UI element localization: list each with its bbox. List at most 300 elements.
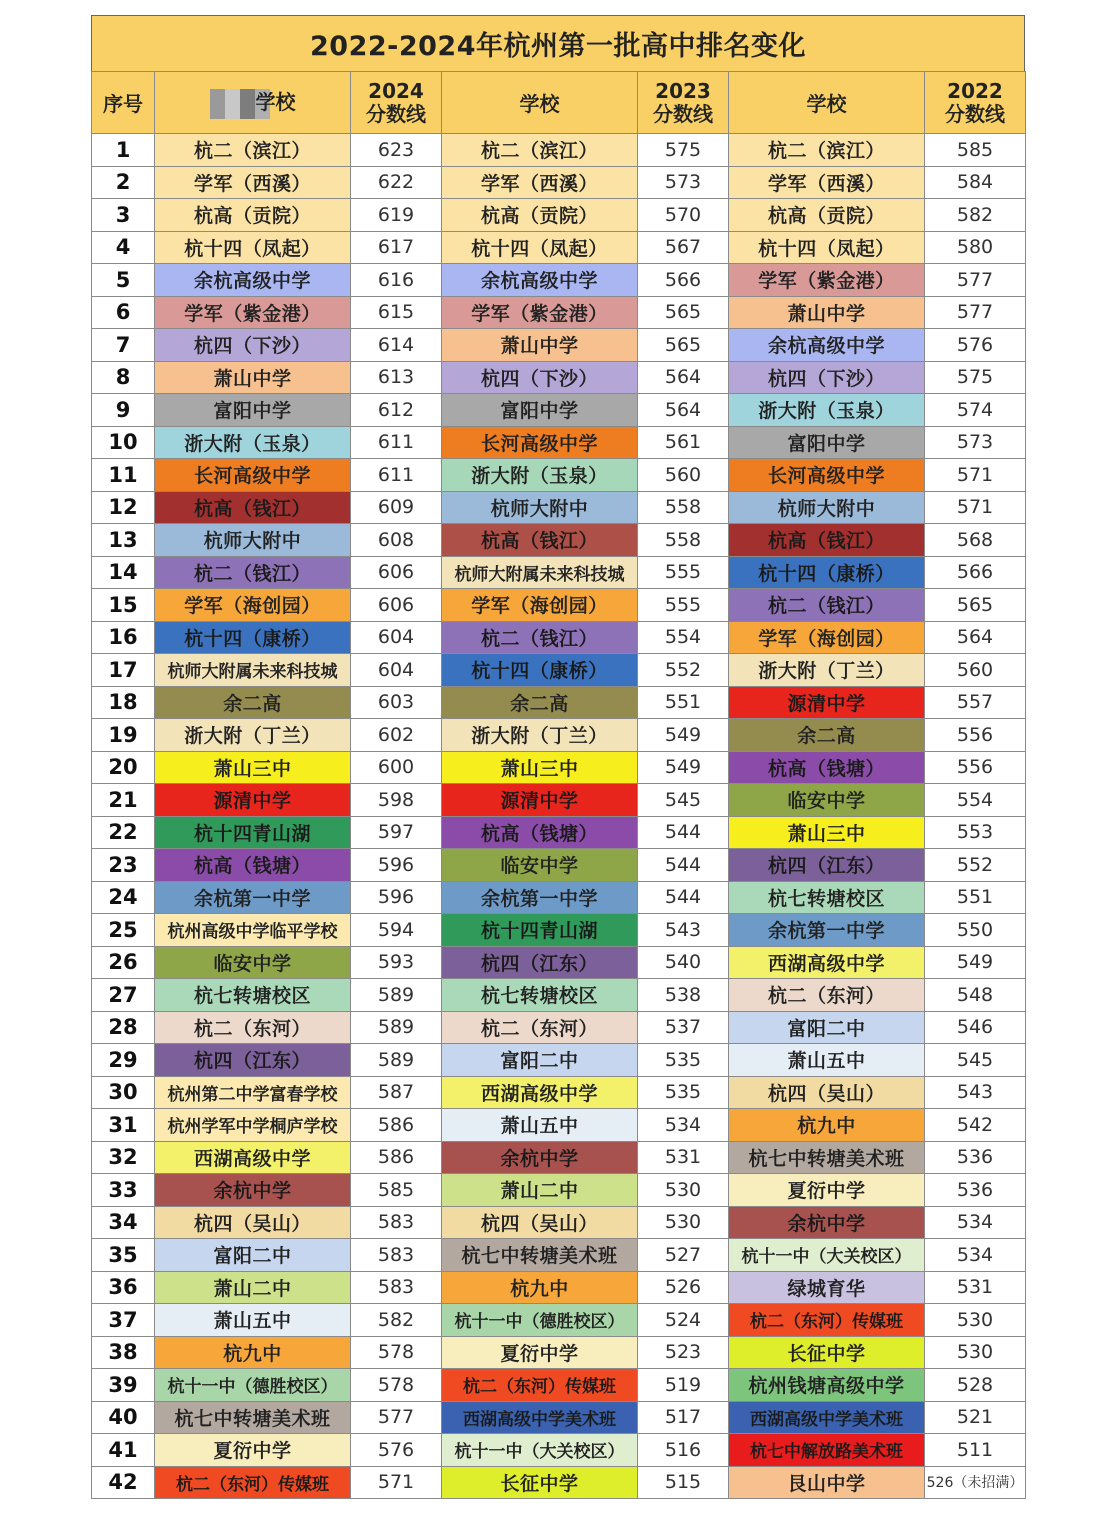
table-row [92, 1141, 1026, 1174]
table-row [92, 946, 1026, 979]
rank-cell: 7 [92, 329, 155, 362]
score-2022-cell: 584 [925, 166, 1026, 199]
header-year-2024: 2024 [368, 78, 424, 103]
score-2022-cell: 543 [925, 1076, 1026, 1109]
score-2022-cell: 557 [925, 686, 1026, 719]
score-2022-cell: 536 [925, 1174, 1026, 1207]
rank-cell: 29 [92, 1044, 155, 1077]
table-row [92, 1271, 1026, 1304]
school-2024-cell: 杭二（滨江） [155, 134, 351, 167]
rank-cell: 39 [92, 1369, 155, 1402]
school-2023-cell: 杭师大附中 [442, 491, 638, 524]
score-2024-cell: 582 [351, 1304, 442, 1337]
score-2023-cell: 535 [638, 1044, 729, 1077]
score-2022-cell: 585 [925, 134, 1026, 167]
header-score-2024 [351, 72, 442, 134]
rank-cell: 36 [92, 1271, 155, 1304]
school-2022-cell: 杭高（钱塘） [729, 751, 925, 784]
school-2022-cell: 杭十四（凤起） [729, 231, 925, 264]
rank-cell: 25 [92, 914, 155, 947]
table-row [92, 1369, 1026, 1402]
score-2023-cell: 535 [638, 1076, 729, 1109]
table-row [92, 524, 1026, 557]
rank-cell: 34 [92, 1206, 155, 1239]
score-2024-cell: 585 [351, 1174, 442, 1207]
rank-cell: 13 [92, 524, 155, 557]
score-2022-cell: 549 [925, 946, 1026, 979]
school-2023-cell: 萧山二中 [442, 1174, 638, 1207]
score-2023-cell: 531 [638, 1141, 729, 1174]
score-2024-cell: 583 [351, 1271, 442, 1304]
rank-cell: 27 [92, 979, 155, 1012]
rank-cell: 18 [92, 686, 155, 719]
score-2022-cell: 550 [925, 914, 1026, 947]
score-2024-cell: 589 [351, 1011, 442, 1044]
ranking-sheet [91, 15, 1025, 1499]
score-2024-cell: 600 [351, 751, 442, 784]
score-2024-cell: 613 [351, 361, 442, 394]
score-2023-cell: 538 [638, 979, 729, 1012]
school-2022-cell: 浙大附（玉泉） [729, 394, 925, 427]
rank-cell: 31 [92, 1109, 155, 1142]
score-2023-cell: 570 [638, 199, 729, 232]
school-2022-cell: 杭二（钱江） [729, 589, 925, 622]
rank-cell: 42 [92, 1466, 155, 1499]
rank-cell: 5 [92, 264, 155, 297]
school-2024-cell: 杭州高级中学临平学校 [155, 914, 351, 947]
rank-cell: 30 [92, 1076, 155, 1109]
score-2024-cell: 583 [351, 1239, 442, 1272]
score-2023-cell: 523 [638, 1336, 729, 1369]
rank-cell: 1 [92, 134, 155, 167]
school-2023-cell: 杭十一中（大关校区） [442, 1434, 638, 1467]
school-2023-cell: 西湖高级中学 [442, 1076, 638, 1109]
rank-cell: 10 [92, 426, 155, 459]
school-2022-cell: 长征中学 [729, 1336, 925, 1369]
rank-cell: 8 [92, 361, 155, 394]
school-2024-cell: 杭四（下沙） [155, 329, 351, 362]
score-2022-cell: 545 [925, 1044, 1026, 1077]
score-2023-cell: 561 [638, 426, 729, 459]
school-2023-cell: 余二高 [442, 686, 638, 719]
table-row [92, 1336, 1026, 1369]
school-2022-cell: 杭七转塘校区 [729, 881, 925, 914]
score-2023-cell: 534 [638, 1109, 729, 1142]
rank-cell: 9 [92, 394, 155, 427]
score-2024-cell: 594 [351, 914, 442, 947]
rank-cell: 12 [92, 491, 155, 524]
table-row [92, 1174, 1026, 1207]
rank-cell: 35 [92, 1239, 155, 1272]
header-score-2022 [925, 72, 1026, 134]
table-row [92, 1109, 1026, 1142]
score-2022-cell: 546 [925, 1011, 1026, 1044]
header-score-label-2023: 分数线 [653, 101, 713, 126]
score-2024-cell: 593 [351, 946, 442, 979]
school-2024-cell: 杭十四青山湖 [155, 816, 351, 849]
school-2024-cell: 杭二（钱江） [155, 556, 351, 589]
table-row [92, 589, 1026, 622]
rank-cell: 19 [92, 719, 155, 752]
table-row [92, 1239, 1026, 1272]
school-2023-cell: 临安中学 [442, 849, 638, 882]
rank-cell: 37 [92, 1304, 155, 1337]
school-2022-cell: 西湖高级中学 [729, 946, 925, 979]
school-2024-cell: 学军（海创园） [155, 589, 351, 622]
school-2022-cell: 杭九中 [729, 1109, 925, 1142]
score-2024-cell: 589 [351, 1044, 442, 1077]
school-2023-cell: 学军（紫金港） [442, 296, 638, 329]
score-2024-cell: 611 [351, 426, 442, 459]
score-2024-cell: 583 [351, 1206, 442, 1239]
score-2024-cell: 576 [351, 1434, 442, 1467]
school-2022-cell: 源清中学 [729, 686, 925, 719]
score-2023-cell: 558 [638, 524, 729, 557]
score-2023-cell: 551 [638, 686, 729, 719]
school-2022-cell: 夏衍中学 [729, 1174, 925, 1207]
rank-cell: 6 [92, 296, 155, 329]
school-2024-cell: 萧山二中 [155, 1271, 351, 1304]
school-2022-cell: 艮山中学 [729, 1466, 925, 1499]
score-2022-cell: 568 [925, 524, 1026, 557]
table-row [92, 654, 1026, 687]
table-row [92, 784, 1026, 817]
score-2023-cell: 537 [638, 1011, 729, 1044]
school-2024-cell: 杭师大附属未来科技城 [155, 654, 351, 687]
score-2023-cell: 549 [638, 751, 729, 784]
table-row [92, 719, 1026, 752]
score-2022-cell: 531 [925, 1271, 1026, 1304]
school-2023-cell: 萧山三中 [442, 751, 638, 784]
school-2022-cell: 杭七中解放路美术班 [729, 1434, 925, 1467]
school-2023-cell: 杭四（下沙） [442, 361, 638, 394]
score-2023-cell: 566 [638, 264, 729, 297]
school-2023-cell: 杭四（吴山） [442, 1206, 638, 1239]
school-2024-cell: 萧山五中 [155, 1304, 351, 1337]
school-2022-cell: 萧山五中 [729, 1044, 925, 1077]
rank-cell: 40 [92, 1401, 155, 1434]
rank-cell: 2 [92, 166, 155, 199]
score-2022-cell: 573 [925, 426, 1026, 459]
table-row [92, 1076, 1026, 1109]
score-2022-cell: 552 [925, 849, 1026, 882]
school-2024-cell: 杭州学军中学桐庐学校 [155, 1109, 351, 1142]
table-row [92, 231, 1026, 264]
school-2024-cell: 学军（紫金港） [155, 296, 351, 329]
rank-cell: 15 [92, 589, 155, 622]
rank-cell: 21 [92, 784, 155, 817]
school-2023-cell: 杭九中 [442, 1271, 638, 1304]
score-2023-cell: 517 [638, 1401, 729, 1434]
score-2023-cell: 552 [638, 654, 729, 687]
score-2023-cell: 516 [638, 1434, 729, 1467]
score-2023-cell: 558 [638, 491, 729, 524]
rank-cell: 41 [92, 1434, 155, 1467]
table-row [92, 394, 1026, 427]
score-2022-cell: 551 [925, 881, 1026, 914]
score-2023-cell: 527 [638, 1239, 729, 1272]
score-2022-cell: 560 [925, 654, 1026, 687]
table-row [92, 459, 1026, 492]
table-row [92, 296, 1026, 329]
score-2022-cell: 564 [925, 621, 1026, 654]
school-2023-cell: 西湖高级中学美术班 [442, 1401, 638, 1434]
score-2024-cell: 586 [351, 1141, 442, 1174]
score-2022-cell: 530 [925, 1336, 1026, 1369]
score-2023-cell: 530 [638, 1174, 729, 1207]
school-2024-cell: 杭七转塘校区 [155, 979, 351, 1012]
school-2024-cell: 学军（西溪） [155, 166, 351, 199]
school-2022-cell: 富阳中学 [729, 426, 925, 459]
score-2024-cell: 602 [351, 719, 442, 752]
score-2022-cell: 530 [925, 1304, 1026, 1337]
school-2023-cell: 富阳二中 [442, 1044, 638, 1077]
score-2022-cell: 574 [925, 394, 1026, 427]
table-body [92, 134, 1026, 1499]
ranking-table [91, 71, 1026, 1499]
table-row [92, 849, 1026, 882]
table-row [92, 881, 1026, 914]
school-2022-cell: 西湖高级中学美术班 [729, 1401, 925, 1434]
rank-cell: 23 [92, 849, 155, 882]
score-2022-cell: 526（未招满） [925, 1466, 1026, 1499]
rank-cell: 22 [92, 816, 155, 849]
school-2023-cell: 学军（海创园） [442, 589, 638, 622]
score-2023-cell: 554 [638, 621, 729, 654]
score-2022-cell: 582 [925, 199, 1026, 232]
header-school-2024-label: 学校 [255, 90, 296, 115]
score-2024-cell: 604 [351, 654, 442, 687]
school-2023-cell: 学军（西溪） [442, 166, 638, 199]
score-2022-cell: 580 [925, 231, 1026, 264]
header-school-2023: 学校 [442, 72, 638, 134]
score-2022-cell: 511 [925, 1434, 1026, 1467]
school-2024-cell: 杭十一中（德胜校区） [155, 1369, 351, 1402]
score-2023-cell: 519 [638, 1369, 729, 1402]
score-2024-cell: 587 [351, 1076, 442, 1109]
table-row [92, 329, 1026, 362]
header-row [92, 72, 1026, 134]
school-2022-cell: 杭师大附中 [729, 491, 925, 524]
school-2023-cell: 杭七中转塘美术班 [442, 1239, 638, 1272]
score-2023-cell: 526 [638, 1271, 729, 1304]
header-school-2022: 学校 [729, 72, 925, 134]
school-2024-cell: 杭十四（凤起） [155, 231, 351, 264]
school-2024-cell: 浙大附（丁兰） [155, 719, 351, 752]
score-2024-cell: 571 [351, 1466, 442, 1499]
school-2022-cell: 长河高级中学 [729, 459, 925, 492]
table-row [92, 914, 1026, 947]
score-2023-cell: 573 [638, 166, 729, 199]
score-2023-cell: 564 [638, 394, 729, 427]
school-2023-cell: 萧山中学 [442, 329, 638, 362]
rank-cell: 17 [92, 654, 155, 687]
school-2023-cell: 杭高（钱塘） [442, 816, 638, 849]
score-2022-cell: 534 [925, 1206, 1026, 1239]
table-row [92, 1011, 1026, 1044]
school-2023-cell: 余杭第一中学 [442, 881, 638, 914]
school-2024-cell: 杭二（东河）传媒班 [155, 1466, 351, 1499]
school-2024-cell: 萧山三中 [155, 751, 351, 784]
score-2023-cell: 545 [638, 784, 729, 817]
school-2023-cell: 余杭高级中学 [442, 264, 638, 297]
score-2023-cell: 524 [638, 1304, 729, 1337]
school-2023-cell: 源清中学 [442, 784, 638, 817]
rank-cell: 38 [92, 1336, 155, 1369]
score-2022-cell: 566 [925, 556, 1026, 589]
rank-cell: 33 [92, 1174, 155, 1207]
score-2022-cell: 528 [925, 1369, 1026, 1402]
table-row [92, 979, 1026, 1012]
school-2023-cell: 杭十四（凤起） [442, 231, 638, 264]
school-2024-cell: 夏衍中学 [155, 1434, 351, 1467]
table-row [92, 199, 1026, 232]
table-row [92, 264, 1026, 297]
score-2023-cell: 544 [638, 816, 729, 849]
school-2023-cell: 长河高级中学 [442, 426, 638, 459]
school-2024-cell: 杭四（吴山） [155, 1206, 351, 1239]
school-2024-cell: 源清中学 [155, 784, 351, 817]
score-2024-cell: 611 [351, 459, 442, 492]
school-2024-cell: 杭四（江东） [155, 1044, 351, 1077]
school-2024-cell: 杭师大附中 [155, 524, 351, 557]
table-row [92, 1401, 1026, 1434]
school-2022-cell: 杭十一中（大关校区） [729, 1239, 925, 1272]
school-2024-cell: 杭高（钱塘） [155, 849, 351, 882]
table-row [92, 1044, 1026, 1077]
score-2024-cell: 608 [351, 524, 442, 557]
school-2023-cell: 杭十一中（德胜校区） [442, 1304, 638, 1337]
header-score-label-2024: 分数线 [366, 101, 426, 126]
score-2024-cell: 578 [351, 1336, 442, 1369]
school-2022-cell: 杭州钱塘高级中学 [729, 1369, 925, 1402]
school-2024-cell: 杭二（东河） [155, 1011, 351, 1044]
table-row [92, 166, 1026, 199]
score-2022-cell: 576 [925, 329, 1026, 362]
table-row [92, 1434, 1026, 1467]
school-2023-cell: 长征中学 [442, 1466, 638, 1499]
table-row [92, 1206, 1026, 1239]
school-2022-cell: 杭四（吴山） [729, 1076, 925, 1109]
score-2024-cell: 578 [351, 1369, 442, 1402]
score-2022-cell: 565 [925, 589, 1026, 622]
score-2023-cell: 575 [638, 134, 729, 167]
score-2023-cell: 555 [638, 589, 729, 622]
score-2024-cell: 589 [351, 979, 442, 1012]
school-2024-cell: 临安中学 [155, 946, 351, 979]
header-score-2023 [638, 72, 729, 134]
score-2022-cell: 548 [925, 979, 1026, 1012]
school-2022-cell: 学军（紫金港） [729, 264, 925, 297]
rank-cell: 4 [92, 231, 155, 264]
score-2022-cell: 571 [925, 491, 1026, 524]
school-2023-cell: 杭十四青山湖 [442, 914, 638, 947]
table-row [92, 426, 1026, 459]
school-2022-cell: 临安中学 [729, 784, 925, 817]
school-2024-cell: 余二高 [155, 686, 351, 719]
school-2022-cell: 杭十四（康桥） [729, 556, 925, 589]
school-2024-cell: 杭九中 [155, 1336, 351, 1369]
school-2024-cell: 余杭第一中学 [155, 881, 351, 914]
school-2023-cell: 夏衍中学 [442, 1336, 638, 1369]
score-2023-cell: 544 [638, 849, 729, 882]
school-2022-cell: 杭七中转塘美术班 [729, 1141, 925, 1174]
score-2023-cell: 540 [638, 946, 729, 979]
table-row [92, 816, 1026, 849]
score-2023-cell: 565 [638, 329, 729, 362]
score-2022-cell: 553 [925, 816, 1026, 849]
score-2022-cell: 554 [925, 784, 1026, 817]
school-2022-cell: 余杭中学 [729, 1206, 925, 1239]
school-2024-cell: 富阳中学 [155, 394, 351, 427]
table-row [92, 1466, 1026, 1499]
score-2022-cell: 536 [925, 1141, 1026, 1174]
table-row [92, 361, 1026, 394]
header-school-2024 [155, 72, 351, 134]
header-year-2022: 2022 [947, 78, 1003, 103]
school-2022-cell: 余杭第一中学 [729, 914, 925, 947]
school-2022-cell: 萧山三中 [729, 816, 925, 849]
school-2024-cell: 西湖高级中学 [155, 1141, 351, 1174]
school-2022-cell: 杭二（东河） [729, 979, 925, 1012]
school-2023-cell: 杭高（钱江） [442, 524, 638, 557]
score-2024-cell: 606 [351, 556, 442, 589]
school-2023-cell: 杭师大附属未来科技城 [442, 556, 638, 589]
school-2024-cell: 富阳二中 [155, 1239, 351, 1272]
rank-cell: 3 [92, 199, 155, 232]
school-2024-cell: 长河高级中学 [155, 459, 351, 492]
score-2024-cell: 577 [351, 1401, 442, 1434]
school-2024-cell: 余杭高级中学 [155, 264, 351, 297]
score-2024-cell: 597 [351, 816, 442, 849]
school-2022-cell: 杭四（江东） [729, 849, 925, 882]
table-row [92, 751, 1026, 784]
score-2024-cell: 623 [351, 134, 442, 167]
school-2023-cell: 杭二（滨江） [442, 134, 638, 167]
score-2024-cell: 596 [351, 881, 442, 914]
rank-cell: 26 [92, 946, 155, 979]
rank-cell: 20 [92, 751, 155, 784]
school-2023-cell: 杭七转塘校区 [442, 979, 638, 1012]
score-2023-cell: 564 [638, 361, 729, 394]
school-2022-cell: 浙大附（丁兰） [729, 654, 925, 687]
score-2024-cell: 615 [351, 296, 442, 329]
school-2022-cell: 杭高（钱江） [729, 524, 925, 557]
score-2023-cell: 543 [638, 914, 729, 947]
school-2024-cell: 杭高（贡院） [155, 199, 351, 232]
school-2023-cell: 杭十四（康桥） [442, 654, 638, 687]
score-2023-cell: 530 [638, 1206, 729, 1239]
school-2022-cell: 学军（西溪） [729, 166, 925, 199]
school-2023-cell: 杭高（贡院） [442, 199, 638, 232]
school-2023-cell: 杭二（东河）传媒班 [442, 1369, 638, 1402]
rank-cell: 28 [92, 1011, 155, 1044]
school-2024-cell: 浙大附（玉泉） [155, 426, 351, 459]
score-2024-cell: 619 [351, 199, 442, 232]
score-2023-cell: 565 [638, 296, 729, 329]
school-2024-cell: 杭州第二中学富春学校 [155, 1076, 351, 1109]
score-2023-cell: 567 [638, 231, 729, 264]
school-2022-cell: 余杭高级中学 [729, 329, 925, 362]
school-2023-cell: 浙大附（玉泉） [442, 459, 638, 492]
score-2024-cell: 616 [351, 264, 442, 297]
score-2024-cell: 596 [351, 849, 442, 882]
score-2022-cell: 556 [925, 751, 1026, 784]
score-2024-cell: 586 [351, 1109, 442, 1142]
score-2022-cell: 571 [925, 459, 1026, 492]
rank-cell: 32 [92, 1141, 155, 1174]
score-2023-cell: 549 [638, 719, 729, 752]
